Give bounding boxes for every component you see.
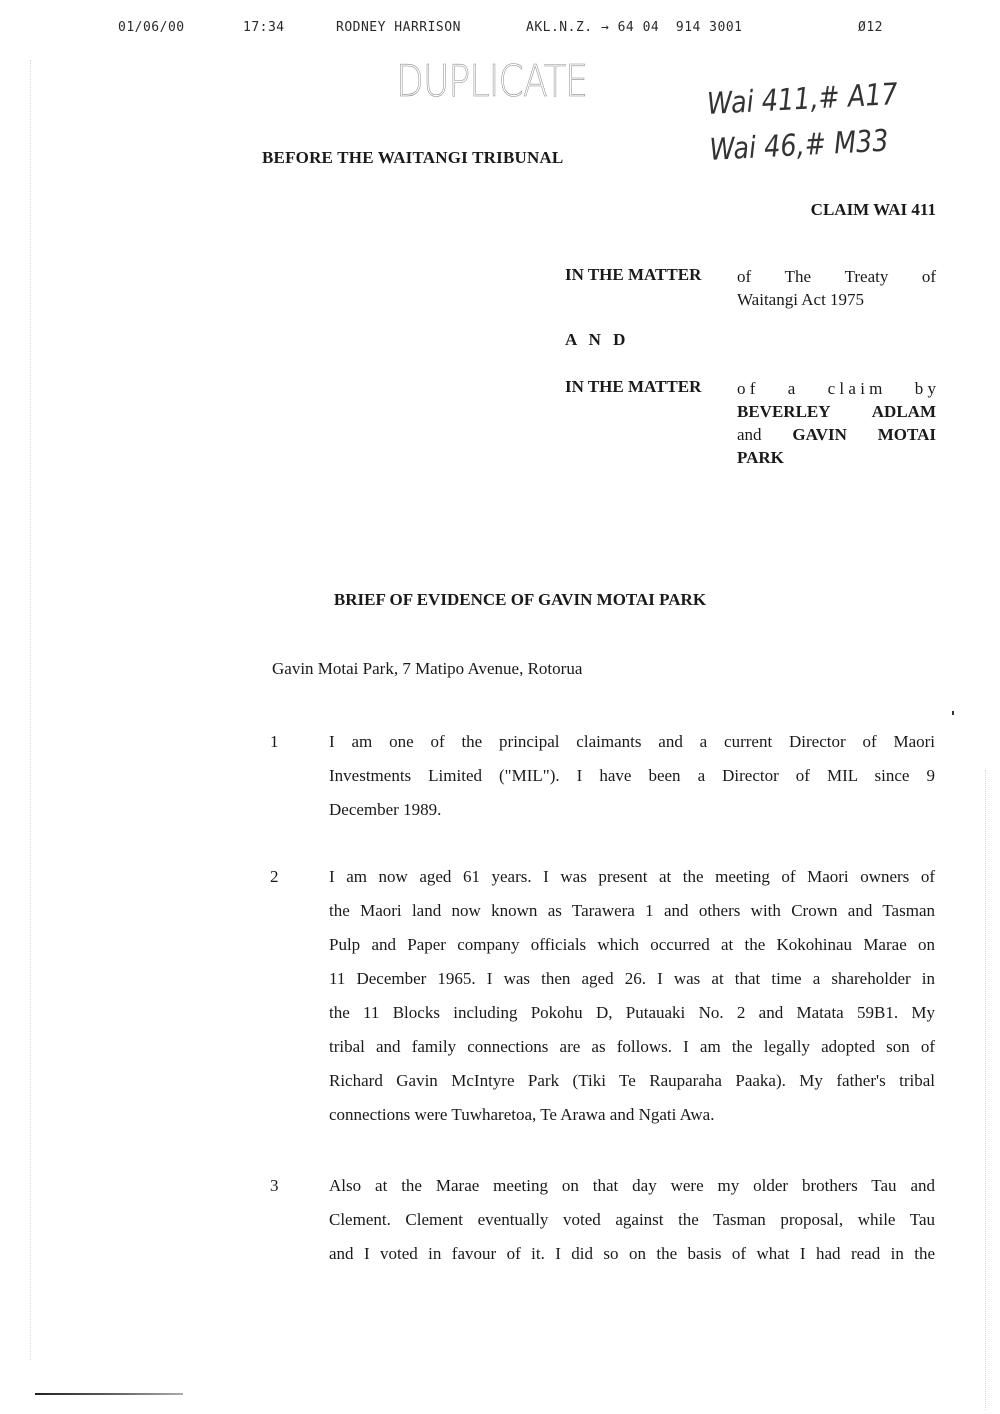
- claimant-name-part: BEVERLEY: [737, 402, 831, 421]
- claimant-name-part: GAVIN: [792, 425, 847, 444]
- matter-label-1: IN THE MATTER: [565, 265, 702, 284]
- paragraph-line: the Maori land now known as Tarawera 1 and others with Crown and Tasman: [329, 901, 935, 920]
- fax-date: 01/06/00: [118, 20, 185, 35]
- paragraph-3: [270, 1169, 935, 1271]
- fax-sender: RODNEY HARRISON: [336, 20, 461, 35]
- paragraph-1: [270, 725, 935, 827]
- matter-2-word: o f: [737, 379, 756, 398]
- paragraph-body: [329, 860, 935, 1132]
- witness-address: Gavin Motai Park, 7 Matipo Avenue, Rotorua: [272, 659, 583, 678]
- matter-1-word: of: [737, 267, 752, 286]
- paragraph-line: Investments Limited ("MIL"). I have been a Director of MIL since 9: [329, 766, 935, 785]
- matter-text-1: [737, 265, 936, 311]
- footer-rule: [35, 1393, 183, 1395]
- matter-1-line-1: [737, 265, 936, 288]
- paragraph-line: 11 December 1965. I was then aged 26. I was at that time a shareholder in: [329, 969, 935, 988]
- matter-label-2: IN THE MATTER: [565, 377, 702, 396]
- matter-2-line-1: [737, 377, 936, 400]
- and-separator: A N D: [565, 330, 630, 349]
- paragraph-number: 3: [270, 1176, 279, 1195]
- fax-time: 17:34: [243, 20, 285, 35]
- claimant-name-part: ADLAM: [871, 402, 936, 421]
- paragraph-line: Pulp and Paper company officials which occurred at the Kokohinau Marae on: [329, 935, 935, 954]
- duplicate-stamp: DUPLICATE: [396, 56, 588, 107]
- claimant-name-part: MOTAI: [877, 425, 936, 444]
- paragraph-line: December 1989.: [329, 800, 442, 819]
- handwritten-ref-2: Wai 46,# M33: [708, 123, 890, 168]
- paragraph-line: and I voted in favour of it. I did so on the basis of what I had read in the: [329, 1244, 935, 1263]
- scan-margin-artifact-left: [30, 60, 43, 1360]
- matter-1-word: of: [921, 267, 936, 286]
- paragraph-body: [329, 1169, 935, 1271]
- matter-2-line-2: [737, 400, 936, 423]
- matter-1-word: The: [784, 267, 812, 286]
- matter-2-line-3: [737, 423, 936, 446]
- matter-2-word: c l a i m: [827, 379, 883, 398]
- paragraph-2: [270, 860, 935, 1132]
- fax-page-number: Ø12: [858, 20, 883, 35]
- brief-title: BRIEF OF EVIDENCE OF GAVIN MOTAI PARK: [333, 590, 707, 609]
- paragraph-line: I am one of the principal claimants and a current Director of Maori: [329, 732, 935, 751]
- tribunal-heading: BEFORE THE WAITANGI TRIBUNAL: [262, 148, 564, 167]
- handwritten-ref-1: Wai 411,# A17: [706, 77, 899, 122]
- conjunction: and: [737, 425, 762, 444]
- matter-1-word: Treaty: [844, 267, 889, 286]
- paragraph-line: Richard Gavin McIntyre Park (Tiki Te Rauparaha Paaka). My father's tribal: [329, 1071, 935, 1090]
- paragraph-body: [329, 725, 935, 827]
- handwritten-reference-note: [706, 72, 901, 174]
- matter-2-word: a: [787, 379, 796, 398]
- paragraph-line: Clement. Clement eventually voted against the Tasman proposal, while Tau: [329, 1210, 935, 1229]
- claim-number: CLAIM WAI 411: [810, 200, 936, 219]
- scan-margin-artifact-right: [985, 770, 994, 1410]
- paragraph-line: I am now aged 61 years. I was present at the meeting of Maori owners of: [329, 867, 935, 886]
- matter-2-line-4: PARK: [737, 448, 784, 467]
- fax-transmission-header: [0, 20, 1000, 40]
- paragraph-line: Also at the Marae meeting on that day were my older brothers Tau and: [329, 1176, 935, 1195]
- paragraph-number: 2: [270, 867, 279, 886]
- fax-number: AKL.N.Z. → 64 04 914 3001: [526, 20, 743, 35]
- paragraph-line: tribal and family connections are as follows. I am the legally adopted son of: [329, 1037, 935, 1056]
- matter-2-word: b y: [914, 379, 936, 398]
- matter-text-2: [737, 377, 936, 469]
- paragraph-line: connections were Tuwharetoa, Te Arawa and Ngati Awa.: [329, 1105, 715, 1124]
- paragraph-line: the 11 Blocks including Pokohu D, Putauaki No. 2 and Matata 59B1. My: [329, 1003, 935, 1022]
- scan-speck: [952, 711, 954, 715]
- matter-1-line-2: Waitangi Act 1975: [737, 290, 865, 309]
- paragraph-number: 1: [270, 732, 279, 751]
